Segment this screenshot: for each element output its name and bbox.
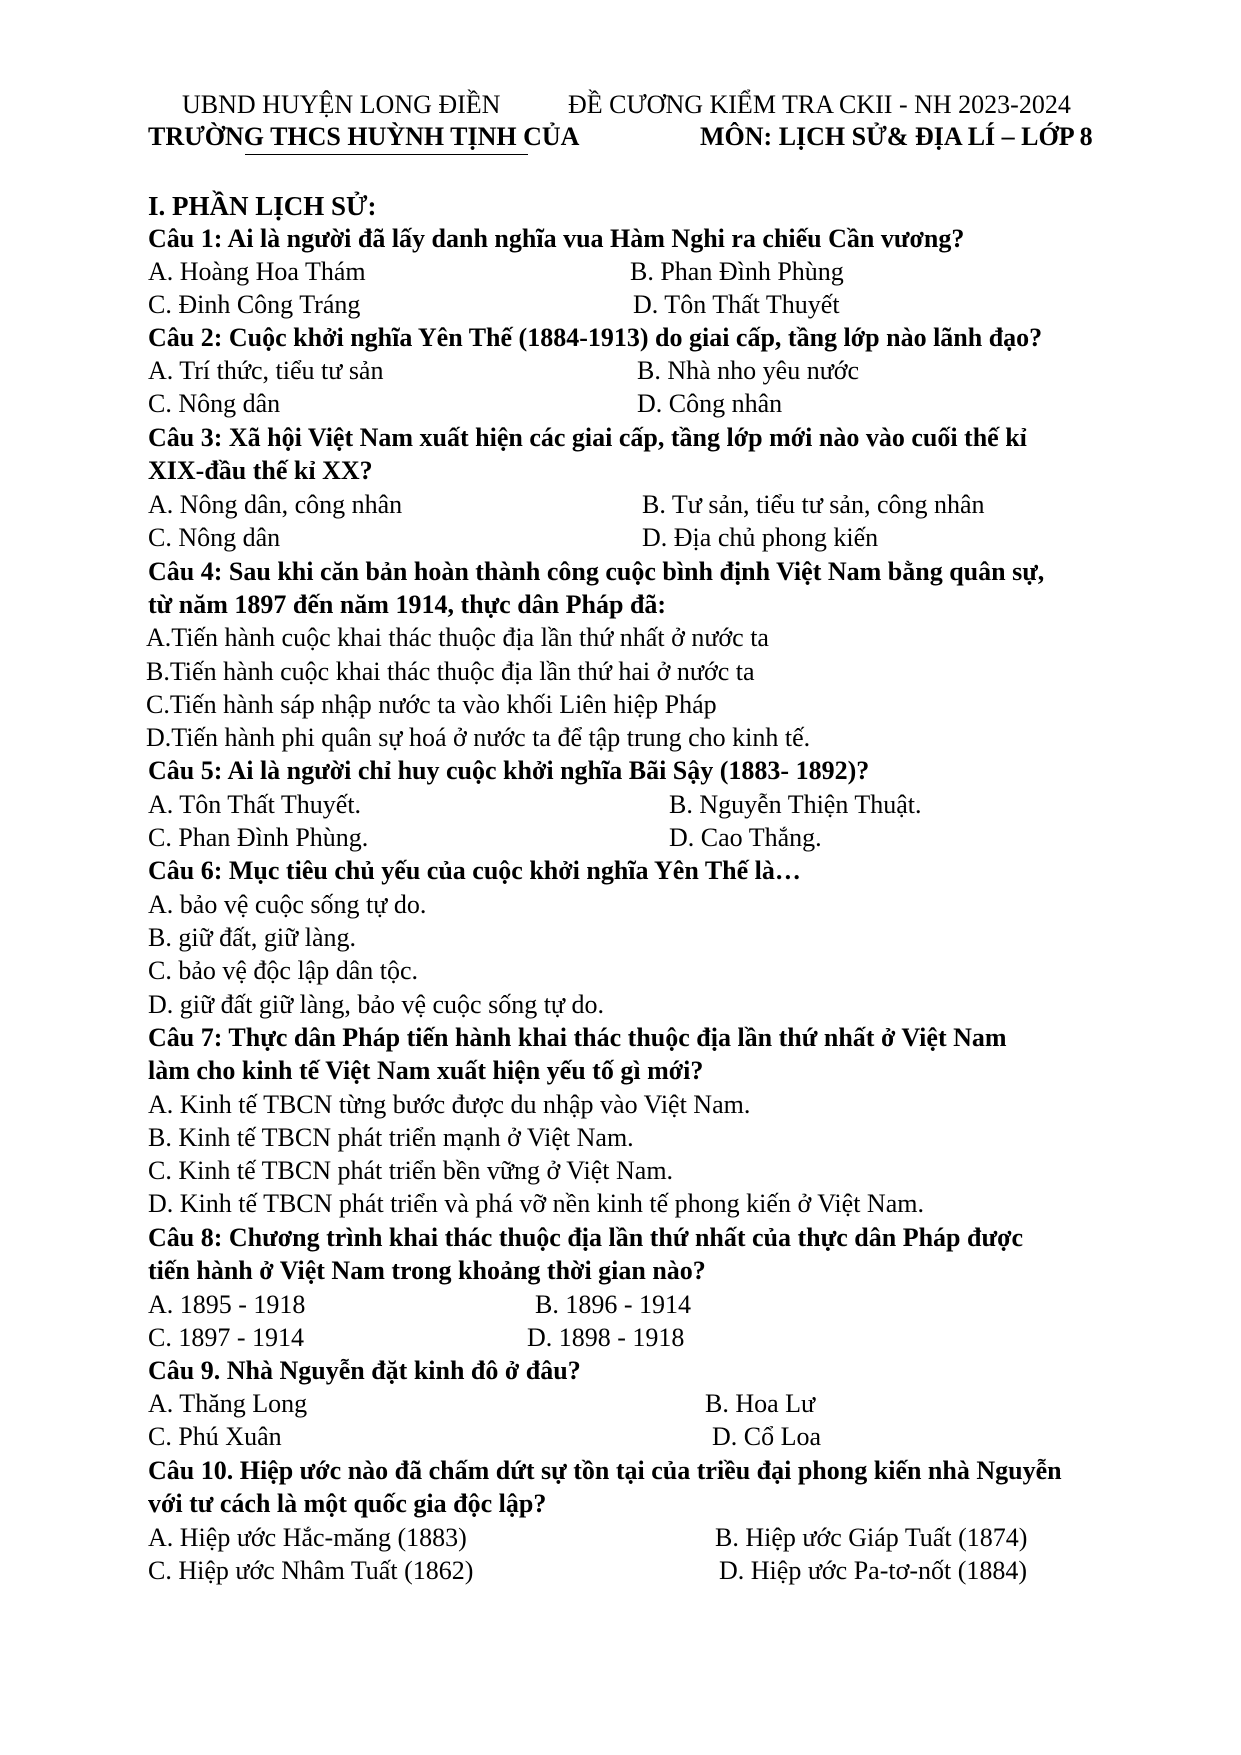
section-title: I. PHẦN LỊCH SỬ: xyxy=(148,191,377,221)
question-10-stem-line-2: với tư cách là một quốc gia độc lập? xyxy=(148,1489,547,1518)
question-7-option-c: C. Kinh tế TBCN phát triển bền vững ở Việt Nam. xyxy=(148,1156,674,1185)
question-5-stem: Câu 5: Ai là người chỉ huy cuộc khởi nghĩa Bãi Sậy (1883- 1892)? xyxy=(148,756,870,785)
question-7-option-a: A. Kinh tế TBCN từng bước được du nhập vào Việt Nam. xyxy=(148,1090,751,1119)
question-4-stem-line-1: Câu 4: Sau khi căn bản hoàn thành công cuộc bình định Việt Nam bằng quân sự, xyxy=(148,557,1045,586)
question-8-option-c: C. 1897 - 1914 xyxy=(148,1323,304,1352)
question-2-option-a: A. Trí thức, tiểu tư sản xyxy=(148,356,384,385)
question-2-option-b: B. Nhà nho yêu nước xyxy=(637,356,860,385)
question-3-stem-line-1: Câu 3: Xã hội Việt Nam xuất hiện các giai cấp, tầng lớp mới nào vào cuối thế kỉ xyxy=(148,423,1027,452)
question-5-option-a: A. Tôn Thất Thuyết. xyxy=(148,790,362,819)
question-7-option-d: D. Kinh tế TBCN phát triển và phá vỡ nền kinh tế phong kiến ở Việt Nam. xyxy=(148,1189,924,1218)
question-1-option-a: A. Hoàng Hoa Thám xyxy=(148,257,366,286)
question-5-option-b: B. Nguyễn Thiện Thuật. xyxy=(669,790,922,819)
header-subject: MÔN: LỊCH SỬ& ĐỊA LÍ – LỚP 8 xyxy=(700,122,1093,151)
question-8-option-b: B. 1896 - 1914 xyxy=(535,1290,691,1319)
question-3-option-d: D. Địa chủ phong kiến xyxy=(642,523,879,552)
question-5-option-d: D. Cao Thắng. xyxy=(669,823,822,852)
question-2-option-d: D. Công nhân xyxy=(637,389,783,418)
question-7-stem-line-1: Câu 7: Thực dân Pháp tiến hành khai thác thuộc địa lần thứ nhất ở Việt Nam xyxy=(148,1023,1007,1052)
question-10-option-c: C. Hiệp ước Nhâm Tuất (1862) xyxy=(148,1556,474,1585)
question-2-stem: Câu 2: Cuộc khởi nghĩa Yên Thế (1884-1913) do giai cấp, tầng lớp nào lãnh đạo? xyxy=(148,323,1043,352)
question-7-option-b: B. Kinh tế TBCN phát triển mạnh ở Việt Nam. xyxy=(148,1123,634,1152)
question-1-option-b: B. Phan Đình Phùng xyxy=(630,257,844,286)
question-2-option-c: C. Nông dân xyxy=(148,389,281,418)
question-10-stem-line-1: Câu 10. Hiệp ước nào đã chấm dứt sự tồn tại của triều đại phong kiến nhà Nguyễn xyxy=(148,1456,1062,1485)
question-3-option-c: C. Nông dân xyxy=(148,523,281,552)
question-1-stem: Câu 1: Ai là người đã lấy danh nghĩa vua Hàm Nghi ra chiếu Cần vương? xyxy=(148,224,965,253)
question-1-option-c: C. Đinh Công Tráng xyxy=(148,290,361,319)
question-6-option-d: D. giữ đất giữ làng, bảo vệ cuộc sống tự do. xyxy=(148,990,605,1019)
question-3-stem-line-2: XIX-đầu thế kỉ XX? xyxy=(148,456,373,485)
question-4-stem-line-2: từ năm 1897 đến năm 1914, thực dân Pháp đã: xyxy=(148,590,667,619)
question-4-option-b: B.Tiến hành cuộc khai thác thuộc địa lần thứ hai ở nước ta xyxy=(146,657,755,686)
question-5-option-c: C. Phan Đình Phùng. xyxy=(148,823,369,852)
question-10-option-a: A. Hiệp ước Hắc-măng (1883) xyxy=(148,1523,467,1552)
question-6-option-a: A. bảo vệ cuộc sống tự do. xyxy=(148,890,427,919)
question-6-stem: Câu 6: Mục tiêu chủ yếu của cuộc khởi nghĩa Yên Thế là… xyxy=(148,856,801,885)
header-exam-title: ĐỀ CƯƠNG KIỂM TRA CKII - NH 2023-2024 xyxy=(568,90,1071,119)
question-4-option-c: C.Tiến hành sáp nhập nước ta vào khối Liên hiệp Pháp xyxy=(146,690,717,719)
header-authority: UBND HUYỆN LONG ĐIỀN xyxy=(182,90,501,119)
question-7-stem-line-2: làm cho kinh tế Việt Nam xuất hiện yếu tố gì mới? xyxy=(148,1056,704,1085)
question-4-option-a: A.Tiến hành cuộc khai thác thuộc địa lần thứ nhất ở nước ta xyxy=(146,623,769,652)
question-3-option-a: A. Nông dân, công nhân xyxy=(148,490,403,519)
question-8-stem-line-1: Câu 8: Chương trình khai thác thuộc địa lần thứ nhất của thực dân Pháp được xyxy=(148,1223,1023,1252)
header-underline xyxy=(245,154,528,155)
question-8-stem-line-2: tiến hành ở Việt Nam trong khoảng thời gian nào? xyxy=(148,1256,706,1285)
question-6-option-c: C. bảo vệ độc lập dân tộc. xyxy=(148,956,419,985)
header-row-2 xyxy=(0,122,1241,152)
header-school: TRƯỜNG THCS HUỲNH TỊNH CỦA xyxy=(148,122,580,151)
header-row-1 xyxy=(0,90,1241,120)
question-10-option-d: D. Hiệp ước Pa-tơ-nốt (1884) xyxy=(719,1556,1028,1585)
question-8-option-d: D. 1898 - 1918 xyxy=(527,1323,685,1352)
question-9-option-c: C. Phú Xuân xyxy=(148,1422,282,1451)
question-4-option-d: D.Tiến hành phi quân sự hoá ở nước ta để tập trung cho kinh tế. xyxy=(146,723,811,752)
question-1-option-d: D. Tôn Thất Thuyết xyxy=(633,290,840,319)
question-9-option-d: D. Cổ Loa xyxy=(712,1422,822,1451)
question-9-stem: Câu 9. Nhà Nguyễn đặt kinh đô ở đâu? xyxy=(148,1356,581,1385)
question-6-option-b: B. giữ đất, giữ làng. xyxy=(148,923,356,952)
question-3-option-b: B. Tư sản, tiểu tư sản, công nhân xyxy=(642,490,985,519)
question-10-option-b: B. Hiệp ước Giáp Tuất (1874) xyxy=(715,1523,1028,1552)
question-9-option-a: A. Thăng Long xyxy=(148,1389,308,1418)
question-9-option-b: B. Hoa Lư xyxy=(705,1389,816,1418)
question-8-option-a: A. 1895 - 1918 xyxy=(148,1290,306,1319)
